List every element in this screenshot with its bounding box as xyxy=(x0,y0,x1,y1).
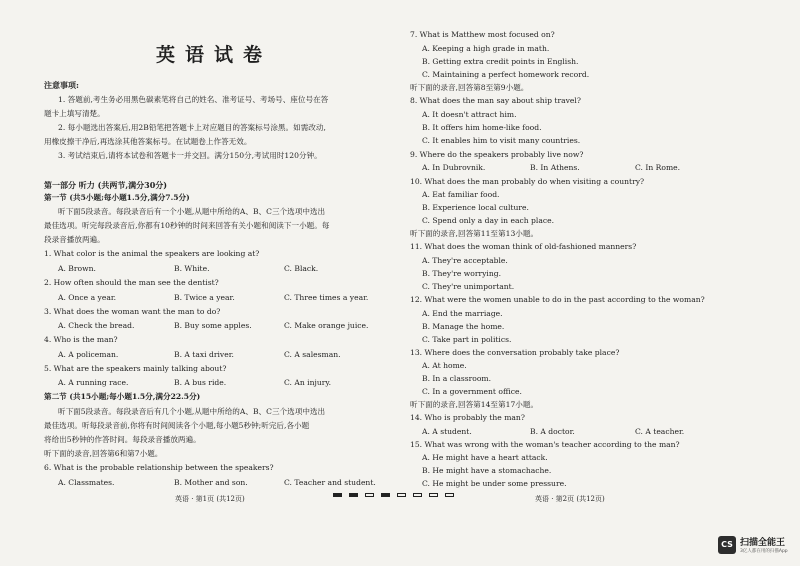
section1-instruction: 最佳选项。听完每段录音后,你都有10秒钟的时间来回答有关小题和阅读下一小题。每 xyxy=(44,221,330,230)
question-text: 6. What is the probable relationship between the speakers? xyxy=(44,463,274,472)
brand-name: 扫描全能王 xyxy=(740,538,786,548)
option-b: B. A doctor. xyxy=(530,427,575,436)
question-text: 2. How often should the man see the dentist? xyxy=(44,278,219,287)
cs-logo-icon: CS xyxy=(718,536,736,554)
marker-empty xyxy=(429,493,438,497)
option-c: C. A teacher. xyxy=(635,427,685,436)
notice-line: 用橡皮擦干净后,再选涂其他答案标号。在试题卷上作答无效。 xyxy=(44,137,252,146)
marker-empty xyxy=(413,493,422,497)
option-b: B. Manage the home. xyxy=(422,322,505,331)
question-text: 3. What does the woman want the man to do? xyxy=(44,307,221,316)
option-b: B. White. xyxy=(174,264,210,273)
section2-instruction: 听下面5段录音。每段录音后有几个小题,从题中所给的A、B、C三个选项中选出 xyxy=(58,407,326,416)
option-c: C. They're unimportant. xyxy=(422,282,515,291)
page-marker-bar xyxy=(333,493,454,497)
option-a: A. Eat familiar food. xyxy=(422,190,500,199)
section2-instruction: 将给出5秒钟的作答时间。每段录音播放两遍。 xyxy=(44,435,201,444)
option-a: A. Classmates. xyxy=(58,478,115,487)
option-a: A. Check the bread. xyxy=(58,321,135,330)
scanner-watermark xyxy=(718,532,798,562)
marker-empty xyxy=(397,493,406,497)
marker-empty xyxy=(445,493,454,497)
listen-instruction: 听下面的录音,回答第6和第7小题。 xyxy=(44,449,163,458)
option-c: C. Take part in politics. xyxy=(422,335,512,344)
option-b: B. A bus ride. xyxy=(174,378,227,387)
option-a: A. In Dubrovnik. xyxy=(422,163,486,172)
option-b: B. It offers him home-like food. xyxy=(422,123,542,132)
option-c: C. A salesman. xyxy=(284,350,341,359)
option-c: C. Teacher and student. xyxy=(284,478,376,487)
question-text: 11. What does the woman think of old-fashioned manners? xyxy=(410,242,637,251)
option-b: B. Getting extra credit points in English. xyxy=(422,57,579,66)
option-c: C. Black. xyxy=(284,264,319,273)
option-c: C. Spend only a day in each place. xyxy=(422,216,555,225)
brand-tagline: 3亿人都在用的扫描App xyxy=(740,549,788,554)
option-b: B. Experience local culture. xyxy=(422,203,529,212)
notice-line: 2. 每小题选出答案后,用2B铅笔把答题卡上对应题目的答案标号涂黑。如需改动, xyxy=(58,123,326,132)
question-text: 10. What does the man probably do when visiting a country? xyxy=(410,177,645,186)
question-text: 13. Where does the conversation probably take place? xyxy=(410,348,620,357)
marker-empty xyxy=(365,493,374,497)
option-a: A. Once a year. xyxy=(58,293,117,302)
option-b: B. In a classroom. xyxy=(422,374,492,383)
question-text: 12. What were the women unable to do in the past according to the woman? xyxy=(410,295,705,304)
option-c: C. It enables him to visit many countries. xyxy=(422,136,581,145)
marker-filled xyxy=(349,493,358,497)
listen-instruction: 听下面的录音,回答第14至第17小题。 xyxy=(410,400,539,409)
marker-filled xyxy=(381,493,390,497)
option-a: A. At home. xyxy=(422,361,467,370)
option-b: B. Twice a year. xyxy=(174,293,235,302)
footer-page-left: 英语 · 第1页 (共12页) xyxy=(175,495,245,503)
section1-instruction: 听下面5段录音。每段录音后有一个小题,从题中所给的A、B、C三个选项中选出 xyxy=(58,207,326,216)
listen-instruction: 听下面的录音,回答第11至第13小题。 xyxy=(410,229,539,238)
section2-heading: 第二节 (共15小题;每小题1.5分,满分22.5分) xyxy=(44,392,201,401)
section2-instruction: 最佳选项。听每段录音前,你将有时间阅读各个小题,每小题5秒钟;听完后,各小题 xyxy=(44,421,310,430)
option-a: A. A student. xyxy=(422,427,472,436)
option-b: B. Buy some apples. xyxy=(174,321,252,330)
option-c: C. Maintaining a perfect homework record. xyxy=(422,70,590,79)
option-b: B. Mother and son. xyxy=(174,478,248,487)
question-text: 4. Who is the man? xyxy=(44,335,118,344)
option-b: B. He might have a stomachache. xyxy=(422,466,552,475)
part1-heading: 第一部分 听力 (共两节,满分30分) xyxy=(44,180,168,190)
page-title: 英语试卷 xyxy=(155,44,272,66)
notice-heading: 注意事项: xyxy=(44,80,79,90)
option-a: A. End the marriage. xyxy=(422,309,503,318)
question-text: 14. Who is probably the man? xyxy=(410,413,525,422)
option-c: C. In Rome. xyxy=(635,163,681,172)
option-a: A. A policeman. xyxy=(58,350,119,359)
listen-instruction: 听下面的录音,回答第8至第9小题。 xyxy=(410,83,529,92)
option-a: A. Keeping a high grade in math. xyxy=(422,44,550,53)
marker-filled xyxy=(333,493,342,497)
section1-instruction: 段录音播放两遍。 xyxy=(44,235,105,244)
question-text: 9. Where do the speakers probably live now? xyxy=(410,150,584,159)
option-a: A. A running race. xyxy=(58,378,129,387)
question-text: 5. What are the speakers mainly talking about? xyxy=(44,364,227,373)
section1-heading: 第一节 (共5小题;每小题1.5分,满分7.5分) xyxy=(44,193,190,202)
option-c: C. In a government office. xyxy=(422,387,522,396)
option-a: A. It doesn't attract him. xyxy=(422,110,517,119)
question-text: 1. What color is the animal the speakers are looking at? xyxy=(44,249,260,258)
option-a: A. He might have a heart attack. xyxy=(422,453,548,462)
footer-page-right: 英语 · 第2页 (共12页) xyxy=(535,495,605,503)
option-c: C. Make orange juice. xyxy=(284,321,369,330)
question-text: 15. What was wrong with the woman's teacher according to the man? xyxy=(410,440,680,449)
option-a: A. Brown. xyxy=(58,264,96,273)
option-b: B. In Athens. xyxy=(530,163,580,172)
option-b: B. A taxi driver. xyxy=(174,350,234,359)
question-text: 7. What is Matthew most focused on? xyxy=(410,30,555,39)
option-c: C. An injury. xyxy=(284,378,332,387)
option-b: B. They're worrying. xyxy=(422,269,501,278)
question-text: 8. What does the man say about ship travel? xyxy=(410,96,581,105)
option-a: A. They're acceptable. xyxy=(422,256,508,265)
notice-line: 题卡上填写清楚。 xyxy=(44,109,105,118)
notice-line: 1. 答题前,考生务必用黑色碳素笔将自己的姓名、准考证号、考场号、座位号在答 xyxy=(58,95,329,104)
option-c: C. Three times a year. xyxy=(284,293,369,302)
notice-line: 3. 考试结束后,请将本试卷和答题卡一并交回。满分150分,考试用时120分钟。 xyxy=(58,151,322,160)
option-c: C. He might be under some pressure. xyxy=(422,479,567,488)
